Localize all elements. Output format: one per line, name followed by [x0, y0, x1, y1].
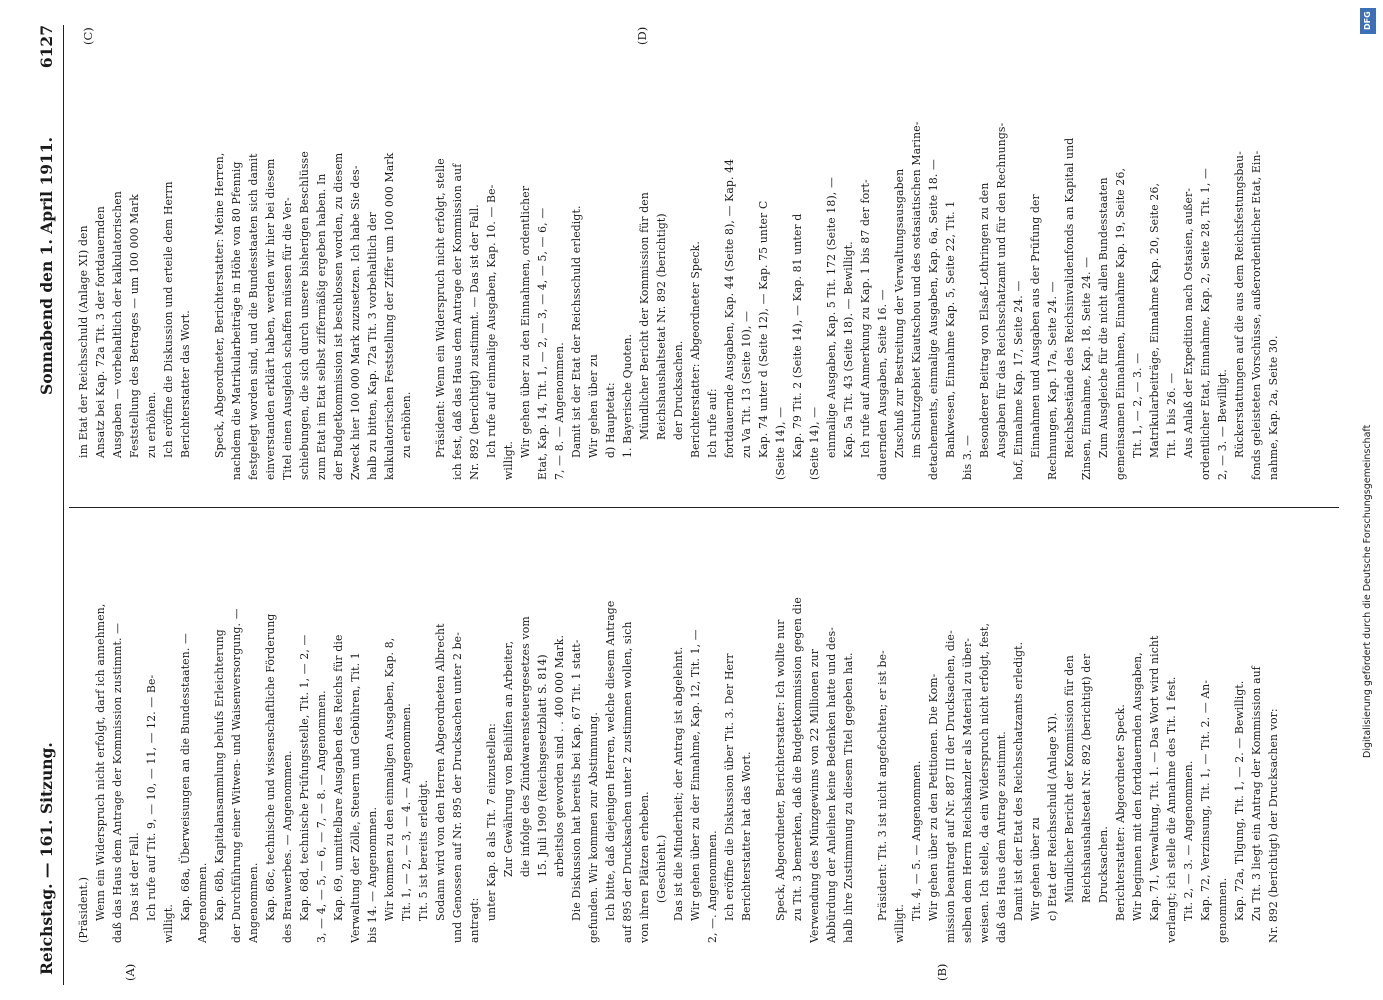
- left-column-line: Drucksachen.: [1097, 826, 1110, 903]
- right-column-line: Kap. 74 unter d (Seite 12), — Kap. 75 unter C: [757, 200, 770, 458]
- left-column-line: des Brauwerbes. — Angenommen.: [281, 750, 294, 943]
- left-column-line: Angenommen.: [196, 862, 209, 943]
- right-column-line: Matrikularbeiträge, Einnahme Kap. 20, Seite 26,: [1148, 182, 1161, 458]
- right-column-line: Rückerstattungen auf die aus dem Reichsfestungsbau-: [1233, 151, 1246, 458]
- right-column-line: fonds geleisteten Vorschüsse, außerordentlicher Etat, Ein-: [1250, 150, 1263, 480]
- right-column-line: [194, 52, 211, 480]
- right-column-line: Zweck hier 100 000 Mark zuzusetzen. Ich habe Sie des-: [349, 165, 362, 480]
- left-column-line: daß das Haus dem Antrage zustimmt.: [995, 731, 1008, 943]
- right-column-line: (Seite 14), —: [808, 406, 821, 480]
- left-column-line: Nr. 892 (berichtigt) der Drucksachen vor:: [1267, 708, 1280, 943]
- right-column-line: Ausgaben für das Reichsschatzamt und für den Rechnungs-: [995, 122, 1008, 458]
- left-column-line: Damit ist der Etat des Reichsschatzamts erledigt.: [1012, 641, 1025, 921]
- left-column-line: 3, — 4, — 5, — 6, — 7, — 8. — Angenommen.: [315, 690, 328, 943]
- right-column-line: Ausgaben — vorbehaltlich der kalkulatorischen: [111, 191, 124, 458]
- left-column-line: verlangt; ich stelle die Annahme des Tit. 1 fest.: [1165, 676, 1178, 943]
- left-column-line: selben dem Herrn Reichskanzler als Material zu über-: [961, 637, 974, 943]
- left-column-line: Tit. 1, — 2, — 3, — 4. — Angenommen.: [400, 703, 413, 921]
- margin-mark-b: (B): [935, 963, 949, 981]
- right-column-line: Einnahmen und Ausgaben aus der Prüfung der: [1029, 194, 1042, 458]
- right-column-line: Besonderer Beitrag von Elsaß-Lothringen zu den: [978, 182, 991, 458]
- left-column-line: [857, 515, 874, 943]
- left-column-line: mission beantragt auf Nr. 887 III der Drucksachen, die-: [944, 630, 957, 943]
- right-column-line: Ich rufe auf einmalige Ausgaben, Kap. 10. — Be-: [485, 184, 498, 458]
- page-header: [35, 25, 61, 985]
- right-column-line: (Seite 14), —: [774, 406, 787, 480]
- right-column-line: Etat, Kap. 14, Tit. 1, — 2, — 3, — 4, — 5, — 6, —: [536, 207, 549, 480]
- left-column-line: arbeitslos geworden sind . . 400 000 Mark.: [553, 634, 566, 877]
- right-column-line: bis 3. —: [961, 434, 974, 480]
- left-column-line: der Durchführung einer Witwen- und Waisenversorgung. —: [230, 608, 243, 943]
- margin-mark-a: (A): [123, 963, 137, 981]
- right-column-line: 7, — 8. — Angenommen.: [553, 342, 566, 480]
- right-column-line: Ansatz bei Kap. 72a Tit. 3 der fortdauernden: [94, 206, 107, 458]
- right-column-line: Berichterstatter das Wort.: [179, 310, 192, 458]
- right-column-line: einmalige Ausgaben, Kap. 5 Tit. 172 (Seite 18), —: [825, 177, 838, 458]
- right-column-line: dauernden Ausgaben, Seite 16. —: [876, 289, 889, 480]
- right-column-line: Wir gehen über zu: [587, 353, 600, 458]
- left-column-line: Kap. 68c, technische und wissenschaftliche Förderung: [264, 613, 277, 921]
- left-column-line: Ich eröffne die Diskussion über Tit. 3. Der Herr: [723, 653, 736, 921]
- left-column-line: genommen.: [1216, 877, 1229, 943]
- left-column-line: auf 895 der Drucksachen unter 2 zustimmen wollen, sich: [621, 621, 634, 943]
- right-column-line: Titel einen Ausgleich schaffen müssen für die Ver-: [281, 197, 294, 480]
- header-date: Sonnabend den 1. April 1911.: [37, 137, 56, 395]
- left-column: [75, 515, 1340, 943]
- right-column-line: Speck, Abgeordneter, Berichterstatter: Meine Herren,: [213, 152, 226, 458]
- left-column-line: daß das Haus dem Antrage der Kommission zustimmt. —: [111, 622, 124, 943]
- right-column-line: 2, — 3. — Bewilligt.: [1216, 369, 1229, 480]
- right-column-line: zu erhöhen.: [145, 391, 158, 458]
- right-column-line: [415, 52, 432, 480]
- right-column-line: hof, Einnahme Kap. 17, Seite 24. —: [1012, 280, 1025, 480]
- right-column-line: Zum Ausgleiche für die nicht allen Bundesstaaten: [1097, 177, 1110, 458]
- right-column-line: ordentlicher Etat, Einnahme, Kap. 2, Seite 28, Tit. 1, —: [1199, 168, 1212, 480]
- left-column-line: Reichshaushaltsetat Nr. 892 (berichtigt) der: [1080, 653, 1093, 903]
- document-page: [35, 25, 1345, 985]
- right-column-line: Bankwesen, Einnahme Kap. 5, Seite 22, Tit. 1: [944, 200, 957, 458]
- right-column-line: Tit. 1, — 2, — 3. —: [1131, 352, 1144, 458]
- right-column-line: ich fest, daß das Haus dem Antrage der Kommission auf: [451, 163, 464, 480]
- left-column-line: (Geschieht.): [655, 834, 668, 903]
- right-column-line: Kap. 5a Tit. 43 (Seite 18). — Bewilligt.: [842, 241, 855, 458]
- column-divider: [69, 507, 1339, 508]
- left-column-line: Verwaltung der Zölle, Steuern und Gebühren, Tit. 1: [349, 652, 362, 943]
- left-column-line: von ihren Plätzen erheben.: [638, 791, 651, 943]
- right-column-line: der Drucksachen.: [672, 340, 685, 440]
- right-column: [75, 52, 1340, 480]
- right-column-line: nachdem die Matrikularbeiträge in Höhe von 80 Pfennig: [230, 161, 243, 480]
- right-column-line: im Etat der Reichsschuld (Anlage XI) den: [77, 225, 90, 458]
- right-column-line: Damit ist der Etat der Reichsschuld erledigt.: [570, 205, 583, 458]
- left-column-line: Verwendung des Münzgewinns von 22 Millionen zur: [808, 648, 821, 943]
- right-column-line: 1. Bayerische Quoten.: [621, 333, 634, 458]
- left-column-line: Wir gehen über zu den Petitionen. Die Kom-: [927, 673, 940, 921]
- left-column-line: Berichterstatter: Abgeordneter Speck.: [1114, 704, 1127, 921]
- left-column-line: Ich rufe auf Tit. 9, — 10, — 11, — 12. — Be-: [145, 674, 158, 921]
- left-column-line: Wir gehen über zu der Einnahme, Kap. 12, Tit. 1, —: [689, 629, 702, 921]
- left-column-line: Kap. 72a, Tilgung, Tit. 1, — 2. — Bewilligt.: [1233, 680, 1246, 921]
- right-column-line: gemeinsamen Einnahmen, Einnahme Kap. 19, Seite 26,: [1114, 167, 1127, 480]
- left-column-line: Sodann wird von den Herren Abgeordneten Albrecht: [434, 623, 447, 921]
- right-column-line: willigt.: [502, 441, 515, 480]
- left-column-line: Wir beginnen mit den fortdauernden Ausgaben,: [1131, 652, 1144, 921]
- right-column-line: Feststellung des Betrages — um 100 000 Mark: [128, 194, 141, 458]
- right-column-line: schiebungen, die sich durch unsere bisherigen Beschlüsse: [298, 151, 311, 480]
- left-column-line: Berichterstatter hat das Wort.: [740, 751, 753, 921]
- left-column-line: Speck, Abgeordneter, Berichterstatter: Ich wollte nur: [774, 619, 787, 921]
- left-column-line: willigt.: [162, 904, 175, 943]
- right-column-line: Ich eröffne die Diskussion und erteile dem Herrn: [162, 181, 175, 458]
- right-column-line: der Budgetkommission ist beschlossen worden, zu diesem: [332, 152, 345, 480]
- right-column-line: Rechnungen, Kap. 17a, Seite 24. —: [1046, 281, 1059, 480]
- right-column-line: Reichsbestände des Reichsinvalidenfonds an Kapital und: [1063, 137, 1076, 458]
- left-column-line: Kap. 71, Verwaltung, Tit. 1. — Das Wort wird nicht: [1148, 635, 1161, 921]
- left-column-line: halb ihre Zustimmung zu diesem Titel gegeben hat.: [842, 652, 855, 943]
- right-column-line: Kap. 79 Tit. 2 (Seite 14), — Kap. 81 unter d: [791, 213, 804, 458]
- right-column-line: einverstanden erklärt haben, werden wir hier bei diesem: [264, 158, 277, 480]
- left-column-line: Angenommen.: [247, 862, 260, 943]
- right-column-line: Zuschuß zur Bestreitung der Verwaltungsausgaben: [893, 168, 906, 458]
- left-column-line: Zur Gewährung von Beihilfen an Arbeiter,: [502, 640, 515, 877]
- header-rule: [63, 25, 64, 985]
- left-column-line: Das ist die Minderheit; der Antrag ist abgelehnt.: [672, 646, 685, 921]
- right-column-line: detachements, einmalige Ausgaben, Kap. 6a, Seite 18. —: [927, 158, 940, 480]
- right-column-line: halb zu bitten, Kap. 72a Tit. 3 vorbehaltlich der: [366, 212, 379, 480]
- right-column-line: Aus Anlaß der Expedition nach Ostasien, außer-: [1182, 187, 1195, 458]
- left-column-line: bis 14. — Angenommen.: [366, 806, 379, 943]
- left-column-line: gefunden. Wir kommen zur Abstimmung.: [587, 712, 600, 943]
- left-column-line: zu Tit. 3 bemerken, daß die Budgetkommission gegen die: [791, 597, 804, 921]
- left-column-line: willigt.: [893, 904, 906, 943]
- left-column-line: Ich bitte, daß diejenigen Herren, welche diesem Antrage: [604, 600, 617, 921]
- right-column-line: Präsident: Wenn ein Widerspruch nicht erfolgt, stelle: [434, 158, 447, 458]
- left-column-line: Abbürdung der Anleihen keine Bedenken hatte und des-: [825, 626, 838, 943]
- right-column-line: Reichshaushaltsetat Nr. 892 (berichtigt): [655, 213, 668, 440]
- left-column-line: 15. Juli 1909 (Reichsgesetzblatt S. 814): [536, 654, 549, 877]
- right-column-line: fortdauernde Ausgaben, Kap. 44 (Seite 8), — Kap. 44: [723, 158, 736, 458]
- left-column-line: Präsident: Tit. 3 ist nicht angefochten; er ist be-: [876, 650, 889, 921]
- digitization-credit: Digitalisierung gefördert durch die Deutsche Forschungsgemeinschaft: [1362, 424, 1373, 758]
- header-session-title: Reichstag. — 161. Sitzung.: [37, 742, 56, 975]
- left-column-line: Kap. 68a, Überweisungen an die Bundesstaaten. —: [179, 633, 192, 921]
- left-column-line: c) Etat der Reichsschuld (Anlage XI).: [1046, 712, 1059, 921]
- left-column-line: antragt:: [468, 897, 481, 943]
- right-column-line: zu erhöhen.: [400, 391, 413, 458]
- right-column-line: Mündlicher Bericht der Kommission für den: [638, 192, 651, 440]
- right-column-line: d) Hauptetat:: [604, 382, 617, 458]
- left-column-line: Tit. 2, — 3. — Angenommen.: [1182, 760, 1195, 921]
- page-number: 6127: [37, 25, 56, 69]
- left-column-line: Die Diskussion hat bereits bei Kap. 67 Tit. 1 statt-: [570, 639, 583, 921]
- left-column-line: Zu Tit. 3 liegt ein Antrag der Kommission auf: [1250, 666, 1263, 921]
- dfg-logo: DFG: [1360, 8, 1376, 34]
- right-column-line: Ich rufe auf:: [706, 388, 719, 458]
- left-column-line: die infolge des Zündwarensteuergesetzes vom: [519, 616, 532, 877]
- left-column-line: Kap. 72, Verzinsung, Tit. 1, — Tit. 2. — An-: [1199, 679, 1212, 921]
- right-column-line: Wir gehen über zu den Einnahmen, ordentlicher: [519, 185, 532, 458]
- right-column-line: Ich rufe auf Anmerkung zu Kap. 1 bis 87 der fort-: [859, 179, 872, 458]
- left-column-line: Wir kommen zu den einmaligen Ausgaben, Kap. 8,: [383, 637, 396, 921]
- right-column-line: Tit. 1 bis 26. —: [1165, 372, 1178, 458]
- left-column-line: Das ist der Fall.: [128, 832, 141, 921]
- left-column-line: Kap. 68d, technische Prüfungsstelle, Tit. 1, — 2, —: [298, 634, 311, 921]
- right-column-line: Nr. 892 (berichtigt) zustimmt. — Das ist der Fall.: [468, 204, 481, 480]
- left-column-line: Kap. 68b, Kapitalansammlung behufs Erleichterung: [213, 629, 226, 921]
- left-column-line: und Genossen auf Nr. 895 der Drucksachen unter 2 be-: [451, 631, 464, 943]
- left-column-line: unter Kap. 8 als Tit. 7 einzustellen:: [485, 723, 498, 921]
- margin-mark-c: (C): [81, 27, 95, 45]
- left-column-line: Wir gehen über zu: [1029, 816, 1042, 921]
- right-column-line: zu Va Tit. 13 (Seite 10), —: [740, 310, 753, 458]
- left-column-line: Wenn ein Widerspruch nicht erfolgt, darf ich annehmen,: [94, 603, 107, 921]
- left-column-line: (Präsident.): [77, 876, 90, 943]
- left-column-line: 2, —. Angenommen.: [706, 830, 719, 943]
- right-column-line: nahme, Kap. 2a, Seite 30.: [1267, 335, 1280, 480]
- right-column-line: zum Etat im Etat selbst ziffermäßig ergeben haben. In: [315, 173, 328, 480]
- left-column-line: [755, 515, 772, 943]
- left-column-line: Tit. 5 ist bereits erledigt.: [417, 779, 430, 921]
- left-column-line: Tit. 4, — 5. — Angenommen.: [910, 760, 923, 921]
- margin-mark-d: (D): [635, 26, 649, 45]
- right-column-line: im Schutzgebiet Kiautschou und des ostasiatischen Marine-: [910, 121, 923, 458]
- right-column-line: festgelegt worden sind, und die Bundesstaaten sich damit: [247, 153, 260, 480]
- left-column-line: weisen. Ich stelle, da ein Widerspruch nicht erfolgt, fest,: [978, 622, 991, 943]
- left-column-line: Mündlicher Bericht der Kommission für den: [1063, 655, 1076, 903]
- left-column-line: Kap. 69, unmittelbare Ausgaben des Reichs für die: [332, 634, 345, 921]
- right-column-line: Berichterstatter: Abgeordneter Speck.: [689, 241, 702, 458]
- right-column-line: Zinsen, Einnahme, Kap. 18, Seite 24. —: [1080, 256, 1093, 480]
- right-column-line: kalkulatorischen Feststellung der Ziffer um 100 000 Mark: [383, 152, 396, 480]
